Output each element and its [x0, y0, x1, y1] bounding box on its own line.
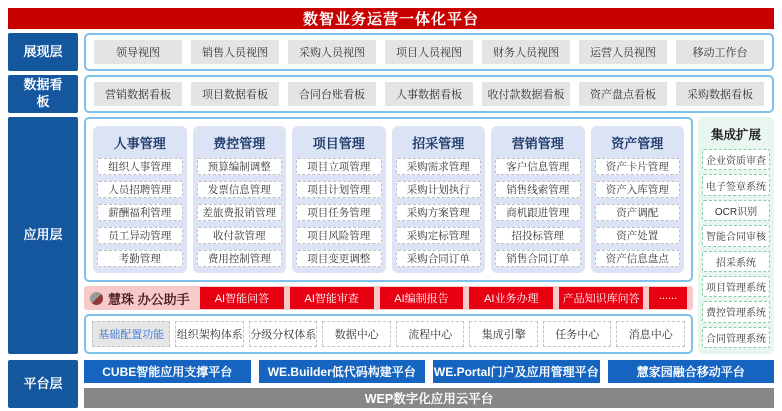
app-module-item: 采购计划执行 [396, 181, 482, 198]
app-module-item: 薪酬福利管理 [97, 204, 183, 221]
foundation-item: 基础配置功能 [92, 321, 170, 347]
layer-label-dashboard [8, 75, 78, 113]
foundation-item: 集成引擎 [469, 321, 538, 347]
cloud-platform-bar: WEP数字化应用云平台 [84, 388, 774, 408]
dashboard-item: 收付款数据看板 [482, 82, 570, 106]
presentation-view-item: 项目人员视图 [385, 40, 473, 64]
platform-button: 慧家园融合移动平台 [608, 360, 775, 383]
app-module-item: 商机跟进管理 [495, 204, 581, 221]
app-module-item: 预算编制调整 [197, 158, 283, 175]
app-module-item: 组织人事管理 [97, 158, 183, 175]
foundation-item: 分级分权体系 [249, 321, 318, 347]
app-module-column [591, 126, 685, 273]
app-module-item: 销售线索管理 [495, 181, 581, 198]
app-module-item: 项目变更调整 [296, 250, 382, 267]
integration-panel-title: 集成扩展 [710, 128, 761, 142]
app-module-item: 招投标管理 [495, 227, 581, 244]
ai-assistant-button: AI智能审查 [290, 287, 374, 309]
app-module-item: 人员招聘管理 [97, 181, 183, 198]
ai-assistant-button: AI编制报告 [380, 287, 464, 309]
app-module-item: 员工异动管理 [97, 227, 183, 244]
layer-label-application [8, 117, 78, 354]
app-module-item: 资产入库管理 [595, 181, 681, 198]
app-module-item: 项目任务管理 [296, 204, 382, 221]
office-assistant-bar [84, 286, 693, 310]
platform-buttons-container [84, 360, 774, 383]
dashboard-item: 合同台账看板 [288, 82, 376, 106]
app-module-title: 资产管理 [611, 136, 664, 151]
application-content [84, 117, 774, 354]
integration-extension-panel [698, 117, 774, 354]
dashboard-items-container [84, 75, 774, 113]
presentation-items-container [84, 33, 774, 71]
app-module-item: 资产信息盘点 [595, 250, 681, 267]
assistant-brand [90, 289, 194, 308]
presentation-view-item: 销售人员视图 [191, 40, 279, 64]
app-module-item: 销售合同订单 [495, 250, 581, 267]
foundation-item: 任务中心 [543, 321, 612, 347]
app-module-title: 招采管理 [412, 136, 465, 151]
presentation-view-item: 运营人员视图 [579, 40, 667, 64]
app-module-item: 资产调配 [595, 204, 681, 221]
dashboard-item: 资产盘点看板 [579, 82, 667, 106]
app-module-item: 发票信息管理 [197, 181, 283, 198]
dashboard-item: 人事数据看板 [385, 82, 473, 106]
app-module-item: 资产卡片管理 [595, 158, 681, 175]
application-layer-row [8, 117, 774, 354]
layer-label-text: 应用层 [23, 227, 63, 243]
foundation-item: 消息中心 [616, 321, 685, 347]
integration-item: 费控管理系统 [702, 301, 770, 322]
presentation-view-item: 财务人员视图 [482, 40, 570, 64]
platform-button: WE.Builder低代码构建平台 [259, 360, 426, 383]
integration-item: 智能合同审核 [702, 225, 770, 246]
app-module-item: 差旅费报销管理 [197, 204, 283, 221]
app-module-item: 费用控制管理 [197, 250, 283, 267]
integration-item: 合同管理系统 [702, 327, 770, 348]
presentation-layer-row [8, 33, 774, 71]
app-module-title: 费控管理 [213, 136, 266, 151]
app-module-item: 采购方案管理 [396, 204, 482, 221]
app-module-column [193, 126, 287, 273]
dashboard-item: 项目数据看板 [191, 82, 279, 106]
assistant-logo-icon [90, 292, 103, 305]
integration-item: OCR识别 [702, 200, 770, 221]
platform-button: CUBE智能应用支撑平台 [84, 360, 251, 383]
application-main-area [84, 117, 693, 354]
dashboard-layer-row [8, 75, 774, 113]
app-module-item: 客户信息管理 [495, 158, 581, 175]
assistant-brand-label: 慧珠 办公助手 [108, 291, 190, 307]
app-module-item: 资产处置 [595, 227, 681, 244]
foundation-item: 流程中心 [396, 321, 465, 347]
presentation-view-item: 移动工作台 [676, 40, 764, 64]
ai-assistant-button: 产品知识库问答 [559, 287, 643, 309]
foundation-item: 数据中心 [322, 321, 391, 347]
foundation-functions-container [84, 314, 693, 354]
app-module-item: 收付款管理 [197, 227, 283, 244]
integration-item: 电子签章系统 [702, 174, 770, 195]
app-module-column [491, 126, 585, 273]
app-module-title: 营销管理 [511, 136, 564, 151]
app-module-item: 项目计划管理 [296, 181, 382, 198]
integration-item: 招采系统 [702, 251, 770, 272]
layer-label-presentation [8, 33, 78, 71]
layer-label-text: 数据看板 [23, 77, 63, 109]
layer-label-platform [8, 360, 78, 408]
platform-button: WE.Portal门户及应用管理平台 [433, 360, 600, 383]
app-module-item: 采购合同订单 [396, 250, 482, 267]
ai-assistant-button: AI智能问答 [200, 287, 284, 309]
integration-item: 项目管理系统 [702, 276, 770, 297]
app-module-column [392, 126, 486, 273]
app-module-column [93, 126, 187, 273]
ai-assistant-button: ...... [649, 287, 687, 309]
app-module-item: 考勤管理 [97, 250, 183, 267]
app-module-column [292, 126, 386, 273]
ai-assistant-button: AI业务办理 [469, 287, 553, 309]
platform-content [84, 360, 774, 408]
page-title: 数智业务运营一体化平台 [8, 8, 774, 29]
app-module-item: 项目风险管理 [296, 227, 382, 244]
platform-layer-row [8, 360, 774, 408]
layer-label-text: 平台层 [23, 375, 63, 391]
presentation-view-item: 采购人员视图 [288, 40, 376, 64]
integration-item: 企业资质审查 [702, 149, 770, 170]
dashboard-item: 采购数据看板 [676, 82, 764, 106]
foundation-item: 组织架构体系 [175, 321, 244, 347]
app-module-item: 采购定标管理 [396, 227, 482, 244]
presentation-view-item: 领导视图 [94, 40, 182, 64]
dashboard-item: 营销数据看板 [94, 82, 182, 106]
assistant-buttons-container [200, 287, 687, 309]
app-module-item: 采购需求管理 [396, 158, 482, 175]
application-modules-container [84, 117, 693, 282]
app-module-item: 项目立项管理 [296, 158, 382, 175]
layer-label-text: 展现层 [23, 43, 63, 59]
app-module-title: 人事管理 [113, 136, 166, 151]
integration-items-container [702, 149, 770, 348]
app-module-title: 项目管理 [312, 136, 365, 151]
